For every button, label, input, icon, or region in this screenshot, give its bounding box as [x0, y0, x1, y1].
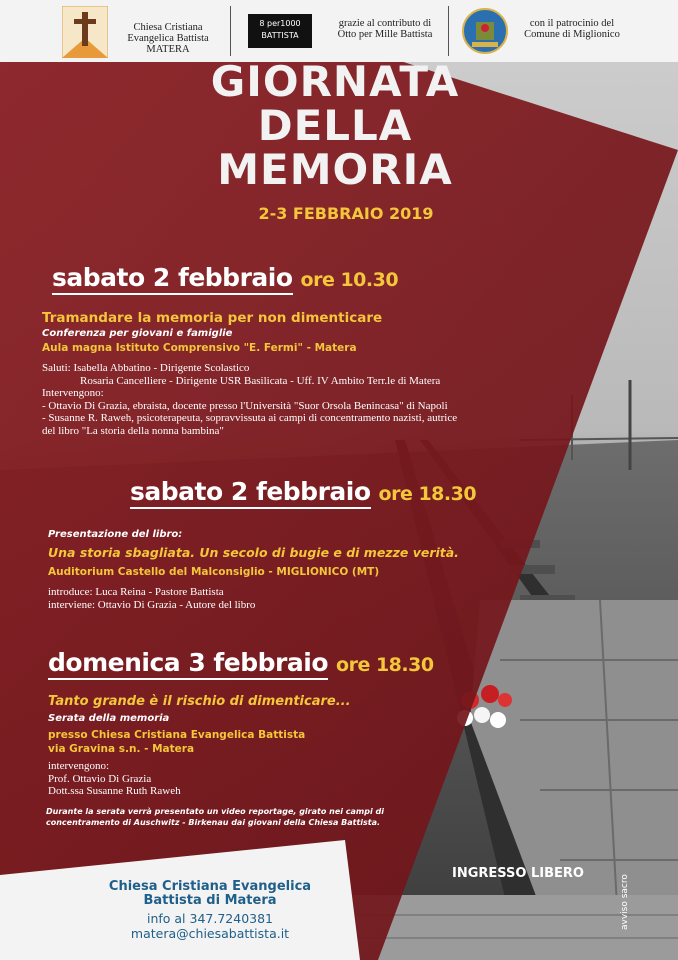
- otto-logo-text: 8 per1000 BATTISTA: [259, 19, 301, 40]
- cross-icon: [62, 6, 108, 58]
- otto-per-mille-logo: [248, 14, 312, 48]
- event-1-place: Aula magna Istituto Comprensivo "E. Fermi" - Matera: [42, 342, 357, 354]
- ingresso-libero: INGRESSO LIBERO: [452, 866, 584, 881]
- event-1-detail-2: Rosaria Cancelliere - Dirigente USR Basilicata - Uff. IV Ambito Terr.le di Matera: [80, 374, 441, 387]
- contributo-text: [330, 18, 440, 40]
- event-2-detail-1: introduce: Luca Reina - Pastore Battista: [48, 586, 224, 598]
- event-2-day: sabato 2 febbraio: [130, 477, 371, 509]
- title-line-1: GIORNATA: [210, 57, 460, 106]
- event-1-details: [42, 362, 542, 437]
- church-logo: [62, 6, 108, 58]
- event-dates: 2-3 FEBBRAIO 2019: [258, 204, 434, 223]
- church-name: [118, 22, 218, 55]
- event-3-subtitle: Serata della memoria: [48, 713, 170, 724]
- event-1-title: Tramandare la memoria per non dimenticare: [42, 310, 383, 326]
- footer-phone: info al 347.7240381: [146, 911, 274, 926]
- event-1-time: ore 10.30: [300, 269, 399, 291]
- event-3-detail-2: Prof. Ottavio Di Grazia: [48, 772, 152, 785]
- event-3-place: [48, 728, 305, 756]
- event-1-heading: [52, 263, 398, 292]
- patrocinio-line-1: con il patrocinio del: [529, 18, 615, 29]
- header-divider: [230, 6, 231, 56]
- event-3-heading: [48, 648, 434, 677]
- event-1-detail-6: del libro "La storia della nonna bambina": [42, 424, 224, 437]
- footer-name-line-1: Chiesa Cristiana Evangelica: [108, 879, 312, 894]
- event-3-title: Tanto grande è il rischio di dimenticare...: [48, 694, 351, 709]
- event-2-detail-2: interviene: Ottavio Di Grazia - Autore del libro: [48, 598, 256, 611]
- event-3-detail-1: intervengono:: [48, 760, 110, 772]
- event-2-details: [48, 586, 368, 611]
- event-1-detail-4: - Ottavio Di Grazia, ebraista, docente presso l'Università "Suor Orsola Benincasa" di Napoli: [42, 399, 448, 412]
- main-title: [200, 57, 470, 194]
- contributo-line-2: Otto per Mille Battista: [337, 29, 433, 40]
- event-3-note-line-2: concentramento di Auschwitz - Birkenau dai giovani della Chiesa Battista.: [46, 818, 381, 827]
- contributo-line-1: grazie al contributo di: [338, 18, 432, 29]
- patrocinio-text: [512, 18, 632, 40]
- event-2-place: Auditorium Castello del Malconsiglio - MIGLIONICO (MT): [48, 566, 380, 578]
- church-name-line-1: Chiesa Cristiana: [133, 22, 203, 33]
- footer-name-line-2: Battista di Matera: [143, 893, 277, 908]
- header-divider-2: [448, 6, 449, 56]
- title-line-3: MEMORIA: [217, 145, 453, 194]
- title-line-2: DELLA: [257, 101, 413, 150]
- event-3-detail-3: Dott.ssa Susanne Ruth Raweh: [48, 785, 181, 797]
- event-3-place-line-2: via Gravina s.n. - Matera: [48, 743, 195, 755]
- comune-seal: [462, 8, 508, 54]
- coat-of-arms-icon: [462, 8, 508, 54]
- event-3-day: domenica 3 febbraio: [48, 648, 328, 680]
- event-2-subtitle: Presentazione del libro:: [48, 529, 183, 540]
- event-3-time: ore 18.30: [336, 654, 434, 676]
- event-1-detail-3: Intervengono:: [42, 387, 104, 399]
- event-3-place-line-1: presso Chiesa Cristiana Evangelica Battista: [48, 729, 306, 741]
- church-name-line-3: MATERA: [146, 44, 190, 55]
- footer-email-link[interactable]: matera@chiesabattista.it: [130, 926, 290, 941]
- event-3-note-line-1: Durante la serata verrà presentato un video reportage, girato nei campi di: [46, 807, 384, 816]
- event-1-day: sabato 2 febbraio: [52, 263, 293, 295]
- event-3-details: [48, 760, 308, 798]
- event-2-heading: [130, 477, 476, 506]
- church-name-line-2: Evangelica Battista: [127, 33, 209, 44]
- event-1-detail-1: Saluti: Isabella Abbatino - Dirigente Scolastico: [42, 362, 250, 374]
- event-2-time: ore 18.30: [378, 483, 477, 505]
- footer: [90, 880, 330, 941]
- patrocinio-line-2: Comune di Miglionico: [524, 29, 620, 40]
- event-1-detail-5: - Susanne R. Raweh, psicoterapeuta, sopravvissuta ai campi di concentramento nazisti, autrice: [42, 412, 458, 424]
- side-credit: avviso sacro: [620, 874, 630, 930]
- event-2-title: Una storia sbagliata. Un secolo di bugie e di mezze verità.: [48, 545, 459, 560]
- event-3-note: [46, 806, 386, 828]
- event-1-subtitle: Conferenza per giovani e famiglie: [42, 328, 233, 339]
- footer-church-name: [90, 880, 330, 908]
